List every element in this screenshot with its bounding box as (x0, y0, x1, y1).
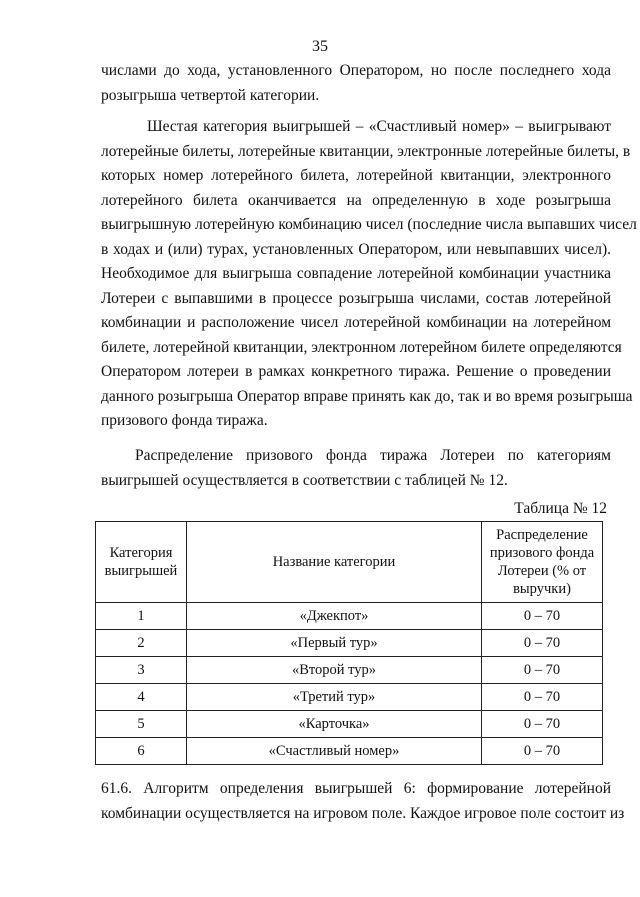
paragraph-sixth-category (101, 115, 637, 434)
text-line: выигрышную лотерейную комбинацию чисел (последние числа выпавших чисел (101, 216, 637, 233)
text-line: которых номер лотерейного билета, лотерейной квитанции, электронного (101, 167, 611, 184)
text-line: лотерейного билета оканчивается на определенную в ходе розыгрыша (101, 191, 611, 209)
cell-distribution: 0 – 70 (482, 603, 603, 630)
cell-name: «Третий тур» (187, 684, 482, 711)
text-line: Шестая категория выигрышей – «Счастливый номер» – выигрывают (147, 118, 611, 135)
text-line: Лотереи с выпавшими в процессе розыгрыша числами, состав лотерейной (101, 289, 611, 307)
text-line: розыгрыша четвертой категории. (101, 86, 320, 104)
text-line: в ходах и (или) турах, установленных Оператором, или невыпавших чисел). (101, 240, 611, 258)
cell-category: 4 (96, 684, 187, 711)
cell-category: 2 (96, 630, 187, 657)
table-caption: Таблица № 12 (514, 500, 607, 517)
text-line: билете, лотерейной квитанции, электронном лотерейном билете определяются (101, 338, 622, 356)
cell-name: «Джекпот» (187, 603, 482, 630)
cell-name: «Счастливый номер» (187, 738, 482, 765)
text-line: данного розыгрыша Оператор вправе принять как до, так и во время розыгрыша (101, 387, 633, 405)
table-header-row (96, 522, 603, 603)
cell-name: «Первый тур» (187, 630, 482, 657)
text-line: выигрышей осуществляется в соответствии с таблицей № 12. (101, 471, 508, 489)
text-line: лотерейные билеты, лотерейные квитанции, электронные лотерейные билеты, в (101, 142, 631, 160)
prize-distribution-table (95, 521, 603, 765)
cell-distribution: 0 – 70 (482, 630, 603, 657)
header-category: Категория выигрышей (96, 522, 187, 603)
table-row (96, 711, 603, 738)
table-row (96, 657, 603, 684)
text-line: комбинации и расположение чисел лотерейной комбинации на лотерейном (101, 314, 611, 331)
text-line: комбинации осуществляется на игровом поле. Каждое игровое поле состоит из (101, 804, 625, 822)
cell-name: «Карточка» (187, 711, 482, 738)
text-line: Оператором лотереи в рамках конкретного тиража. Решение о проведении (101, 363, 611, 380)
paragraph-algorithm (101, 777, 625, 826)
cell-distribution: 0 – 70 (482, 657, 603, 684)
paragraph-distribution (101, 444, 611, 493)
cell-category: 1 (96, 603, 187, 630)
cell-distribution: 0 – 70 (482, 684, 603, 711)
cell-distribution: 0 – 70 (482, 711, 603, 738)
cell-category: 5 (96, 711, 187, 738)
table-row (96, 684, 603, 711)
text-line: Необходимое для выигрыша совпадение лотерейной комбинации участника (101, 265, 611, 282)
table-row (96, 630, 603, 657)
cell-distribution: 0 – 70 (482, 738, 603, 765)
text-line: призового фонда тиража. (101, 412, 268, 429)
text-line: числами до хода, установленного Оператором, но после последнего хода (101, 62, 611, 79)
table-row (96, 603, 603, 630)
cell-name: «Второй тур» (187, 657, 482, 684)
paragraph-continuation (101, 59, 611, 108)
header-distribution: Распределение призового фонда Лотереи (% от выручки) (482, 522, 603, 603)
cell-category: 3 (96, 657, 187, 684)
text-line: Распределение призового фонда тиража Лотереи по категориям (135, 447, 611, 464)
text-line: 61.6. Алгоритм определения выигрышей 6: формирование лотерейной (101, 780, 611, 797)
header-name: Название категории (187, 522, 482, 603)
cell-category: 6 (96, 738, 187, 765)
page-number: 35 (312, 38, 328, 55)
table-row (96, 738, 603, 765)
